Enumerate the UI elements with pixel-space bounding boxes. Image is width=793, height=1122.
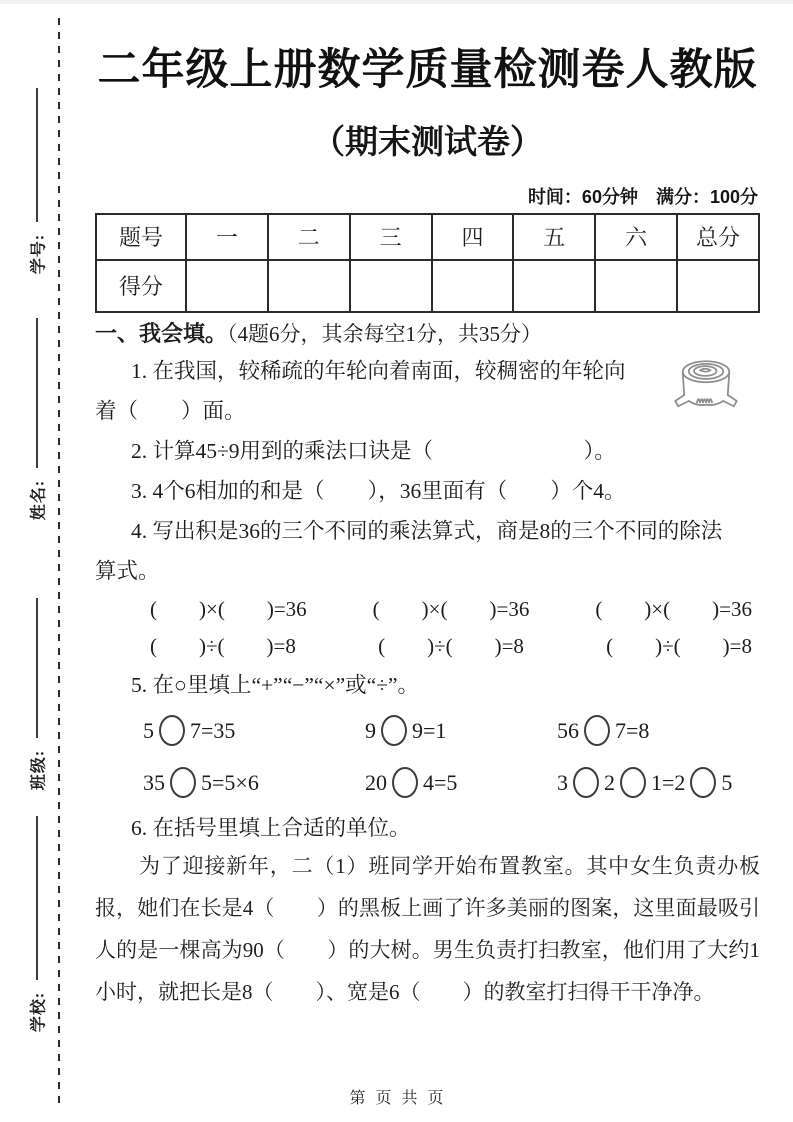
student-name-label: 姓名:: [30, 479, 48, 521]
multiplication-blank-equation: ( )×( )=36: [150, 596, 307, 621]
equation-text: 3: [557, 770, 568, 796]
score-cell-empty: [432, 260, 514, 312]
school-field: [18, 816, 56, 1044]
score-row: [96, 260, 759, 312]
page-footer: 第页共页: [349, 1090, 454, 1107]
circle-equation: [365, 715, 557, 746]
question-number-row: [96, 214, 759, 260]
operator-circle: [573, 767, 599, 798]
question-4-division-row: [95, 628, 760, 665]
score-table-header-cell: 二: [268, 214, 350, 260]
score-table: [95, 213, 760, 313]
school-label-box: [18, 980, 56, 1044]
operator-circle: [690, 767, 716, 798]
equation-text: 20: [365, 770, 387, 796]
school-label: 学校:: [30, 991, 48, 1033]
section-1-heading: [95, 320, 760, 351]
score-cell-empty: [350, 260, 432, 312]
question-4-multiplication-row: [95, 591, 760, 628]
exam-time-score-meta: 时间：60分钟 满分：100分: [527, 186, 758, 207]
question-4-line-2: 算式。: [95, 558, 160, 583]
equation-text: 5: [143, 718, 154, 744]
equation-text: 2: [604, 770, 615, 796]
score-row-label: 得分: [96, 260, 186, 312]
circle-equation: [557, 715, 649, 746]
score-cell-empty: [595, 260, 677, 312]
section-1-points: （4题6分，其余每空1分，共35分）: [227, 321, 543, 346]
question-5-row-1: [95, 705, 760, 757]
operator-circle: [584, 715, 610, 746]
question-4: [95, 511, 760, 665]
equation-text: 9=1: [412, 718, 447, 744]
division-blank-equation: ( )÷( )=8: [606, 633, 752, 658]
page-title: 二年级上册数学质量检测卷人教版: [97, 46, 758, 94]
question-6-heading: 6. 在括号里填上合适的单位。: [131, 815, 411, 840]
equation-text: 35: [143, 770, 165, 796]
equation-text: 1=2: [651, 770, 686, 796]
score-table-corner-cell: 题号: [96, 214, 186, 260]
question-6-paragraph: 为了迎接新年，二（1）班同学开始布置教室。其中女生负责办板报，她们在长是4（ ）的黑板上画了许多美丽的图案，这里面最吸引人的是一棵高为90（ ）的大树。男生负责打扫教室，他们用了大约1小时，就把长是8（ ）、宽是6（ ）的教室打扫得干干净净。: [95, 853, 760, 1004]
equation-text: 5: [721, 770, 733, 796]
score-cell-empty: [677, 260, 759, 312]
circle-equation: [365, 767, 557, 798]
question-5: [95, 665, 760, 809]
equation-text: 7=35: [190, 718, 236, 744]
circle-equation: [557, 767, 732, 798]
operator-circle: [392, 767, 418, 798]
score-cell-empty: [186, 260, 268, 312]
question-4-line-1: 4. 写出积是36的三个不同的乘法算式，商是8的三个不同的除法: [131, 518, 723, 543]
main-content: [95, 0, 760, 1013]
binding-dashed-line: [58, 18, 60, 1110]
student-number-blank-line: [36, 88, 38, 222]
student-name-field: [18, 318, 56, 532]
equation-text: 5=5×6: [201, 770, 259, 796]
multiplication-blank-equation: ( )×( )=36: [595, 596, 752, 621]
question-5-row-2: [95, 757, 760, 809]
student-number-field: [18, 88, 56, 286]
division-blank-equation: ( )÷( )=8: [378, 633, 524, 658]
class-field: [18, 598, 56, 802]
operator-circle: [381, 715, 407, 746]
student-name-blank-line: [36, 318, 38, 468]
question-6: [95, 811, 760, 1013]
equation-text: 56: [557, 718, 579, 744]
operator-circle: [159, 715, 185, 746]
school-blank-line: [36, 816, 38, 980]
student-number-label: 学号:: [30, 233, 48, 275]
operator-circle: [170, 767, 196, 798]
student-number-label-box: [18, 222, 56, 286]
equation-text: 7=8: [615, 718, 650, 744]
score-table-header-cell: 四: [432, 214, 514, 260]
class-blank-line: [36, 598, 38, 738]
question-3: 3. 4个6相加的和是（ ），36里面有（ ）个4。: [131, 478, 626, 503]
score-cell-empty: [513, 260, 595, 312]
circle-equation: [143, 767, 365, 798]
question-1-line-1: 1. 在我国，较稀疏的年轮向着南面，较稠密的年轮向: [131, 358, 626, 383]
score-table-header-cell: 六: [595, 214, 677, 260]
question-2: 2. 计算45÷9用到的乘法口诀是（ ）。: [131, 438, 616, 463]
division-blank-equation: ( )÷( )=8: [150, 633, 296, 658]
question-1-line-2: 着（ ）面。: [95, 398, 246, 423]
score-table-header-cell: 三: [350, 214, 432, 260]
class-label-box: [18, 738, 56, 802]
page-subtitle: （期末测试卷）: [312, 122, 543, 160]
score-table-header-cell: 五: [513, 214, 595, 260]
tree-stump-illustration: [668, 353, 744, 419]
score-table-header-cell: 一: [186, 214, 268, 260]
equation-text: 4=5: [423, 770, 458, 796]
question-5-heading: 5. 在○里填上“+”“−”“×”或“÷”。: [131, 672, 420, 697]
section-1-title: 一、我会填。: [95, 320, 228, 346]
score-table-header-cell: 总分: [677, 214, 759, 260]
multiplication-blank-equation: ( )×( )=36: [372, 596, 530, 621]
circle-equation: [143, 715, 365, 746]
equation-text: 9: [365, 718, 376, 744]
student-name-label-box: [18, 468, 56, 532]
class-label: 班级:: [30, 749, 48, 791]
operator-circle: [620, 767, 646, 798]
score-cell-empty: [268, 260, 350, 312]
question-1: [95, 351, 760, 431]
